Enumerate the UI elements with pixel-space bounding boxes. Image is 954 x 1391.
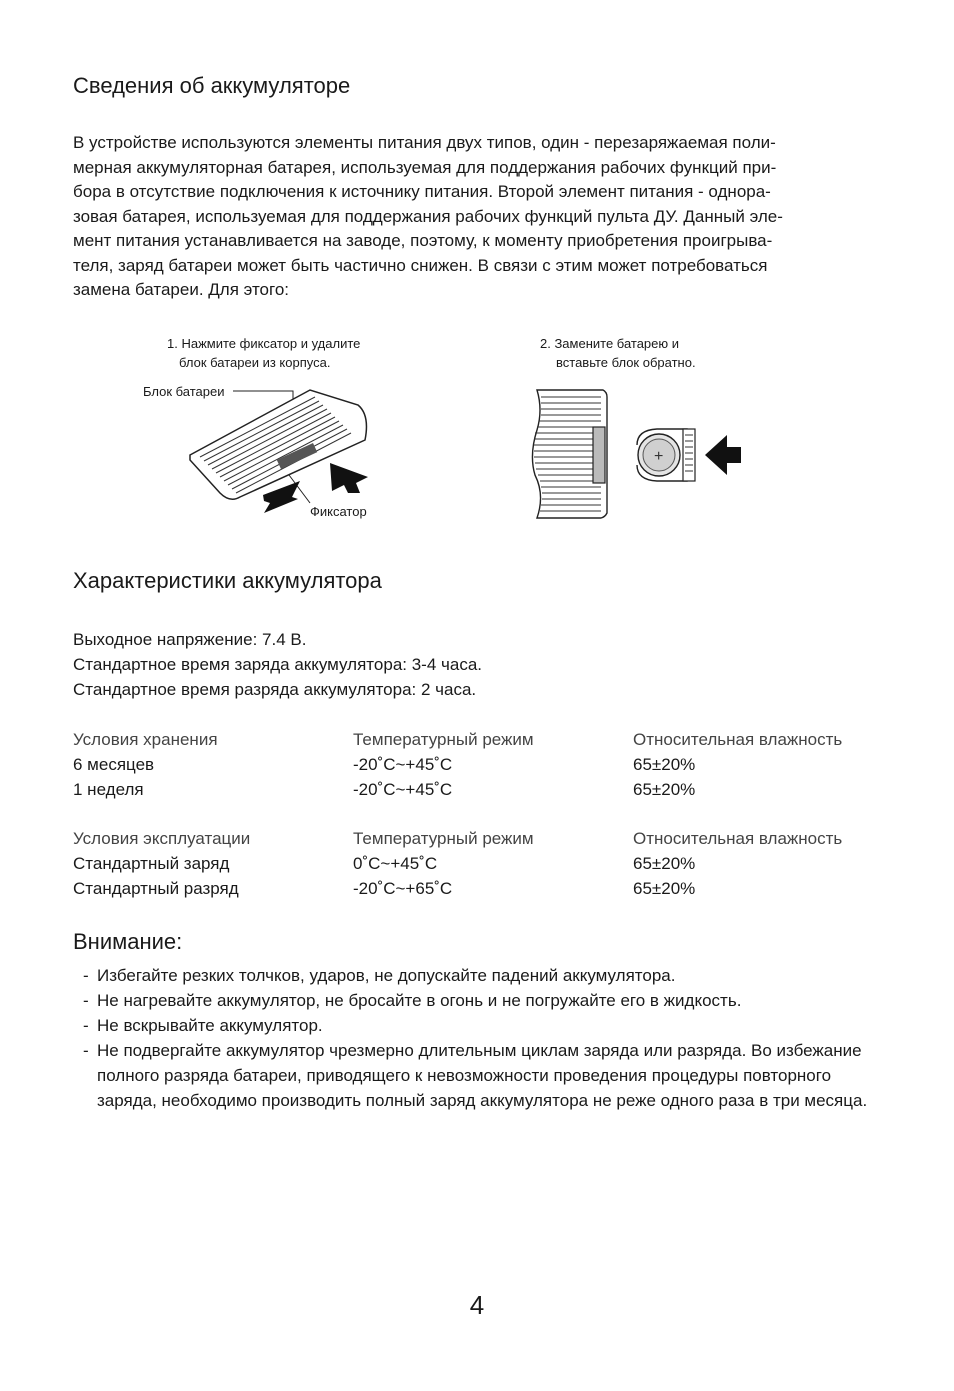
table-row xyxy=(73,752,893,777)
battery-specs xyxy=(73,627,482,702)
table-header-cell: Условия эксплуатации xyxy=(73,829,251,848)
operating-conditions-table xyxy=(73,826,893,901)
list-item xyxy=(83,963,887,988)
list-dash: - xyxy=(83,966,89,985)
step1-caption-line2: блок батареи из корпуса. xyxy=(179,355,331,370)
step2-caption-line1: 2. Замените батарею и xyxy=(540,336,680,351)
storage-conditions-table xyxy=(73,727,893,802)
table-row xyxy=(73,777,893,802)
battery-block-label: Блок батареи xyxy=(143,384,225,399)
table-header-cell: Температурный режим xyxy=(353,829,534,848)
table-cell: 6 месяцев xyxy=(73,755,155,774)
list-dash: - xyxy=(83,991,89,1010)
list-item-text: Не нагревайте аккумулятор, не бросайте в огонь и не погружайте его в жидкость. xyxy=(97,991,742,1010)
battery-info-paragraph xyxy=(73,131,873,303)
table-header-cell: Относительная влажность xyxy=(633,730,843,749)
list-item-text: Не вскрывайте аккумулятор. xyxy=(97,1016,323,1035)
step2-caption xyxy=(540,334,696,372)
table-header-row xyxy=(73,826,893,851)
page-number: 4 xyxy=(469,1290,485,1320)
section-title-battery-info: Сведения об аккумуляторе xyxy=(73,73,351,98)
table-cell: Стандартный разряд xyxy=(73,879,239,898)
list-item-text: Избегайте резких толчков, ударов, не допускайте падений аккумулятора. xyxy=(97,966,676,985)
paragraph-line: бора в отсутствие подключения к источнику питания. Второй элемент питания - однора- xyxy=(73,182,771,201)
table-row xyxy=(73,851,893,876)
table-row xyxy=(73,876,893,901)
table-cell: -20˚C~+45˚C xyxy=(353,780,453,799)
replace-battery-illustration xyxy=(525,385,750,530)
remove-battery-illustration xyxy=(180,385,380,520)
table-header-cell: Относительная влажность xyxy=(633,829,843,848)
step2-caption-line2: вставьте блок обратно. xyxy=(556,355,696,370)
step1-caption-line1: 1. Нажмите фиксатор и удалите xyxy=(167,336,361,351)
paragraph-line: мерная аккумуляторная батарея, используемая для поддержания рабочих функций при- xyxy=(73,157,777,177)
paragraph-line: замена батареи. Для этого: xyxy=(73,280,290,299)
table-cell: 1 неделя xyxy=(73,780,144,799)
list-dash: - xyxy=(83,1041,89,1060)
plus-sign: + xyxy=(654,448,664,465)
list-item xyxy=(83,1038,887,1113)
spec-line: Стандартное время заряда аккумулятора: 3-4 часа. xyxy=(73,655,482,674)
warning-list xyxy=(83,963,887,1113)
step1-caption xyxy=(167,334,360,372)
table-cell: 65±20% xyxy=(633,780,696,799)
list-item xyxy=(83,1013,887,1038)
section-title-battery-specs: Характеристики аккумулятора xyxy=(73,568,382,593)
paragraph-line: мент питания устанавливается на заводе, поэтому, к моменту приобретения проигрыва- xyxy=(73,231,773,250)
table-header-cell: Температурный режим xyxy=(353,730,534,749)
paragraph-line: теля, заряд батареи может быть частично снижен. В связи с этим может потребоваться xyxy=(73,255,768,275)
list-item xyxy=(83,988,887,1013)
list-dash: - xyxy=(83,1016,89,1035)
spec-line: Стандартное время разряда аккумулятора: 2 часа. xyxy=(73,680,477,699)
table-cell: 0˚C~+45˚C xyxy=(353,854,438,873)
table-cell: -20˚C~+45˚C xyxy=(353,755,453,774)
table-cell: 65±20% xyxy=(633,755,696,774)
paragraph-line: В устройстве используются элементы питания двух типов, один - перезаряжаемая поли- xyxy=(73,133,776,152)
table-header-row xyxy=(73,727,893,752)
paragraph-line: зовая батарея, используемая для поддержания рабочих функций пульта ДУ. Данный эле- xyxy=(73,206,783,226)
table-cell: 65±20% xyxy=(633,879,696,898)
warning-title: Внимание: xyxy=(73,929,183,954)
table-header-cell: Условия хранения xyxy=(73,730,218,749)
spec-line: Выходное напряжение: 7.4 В. xyxy=(73,630,307,649)
table-cell: -20˚C~+65˚C xyxy=(353,879,453,898)
table-cell: Стандартный заряд xyxy=(73,854,230,873)
latch-label: Фиксатор xyxy=(310,504,367,519)
list-item-text: Не подвергайте аккумулятор чрезмерно длительным циклам заряда или разряда. Во избежание полного разряда батареи, приводящего к невозможности проведения процедуры повторного заряда, необходимо производить полный заряд аккумулятора не реже одного раза в три месяца. xyxy=(97,1041,868,1110)
table-cell: 65±20% xyxy=(633,854,696,873)
